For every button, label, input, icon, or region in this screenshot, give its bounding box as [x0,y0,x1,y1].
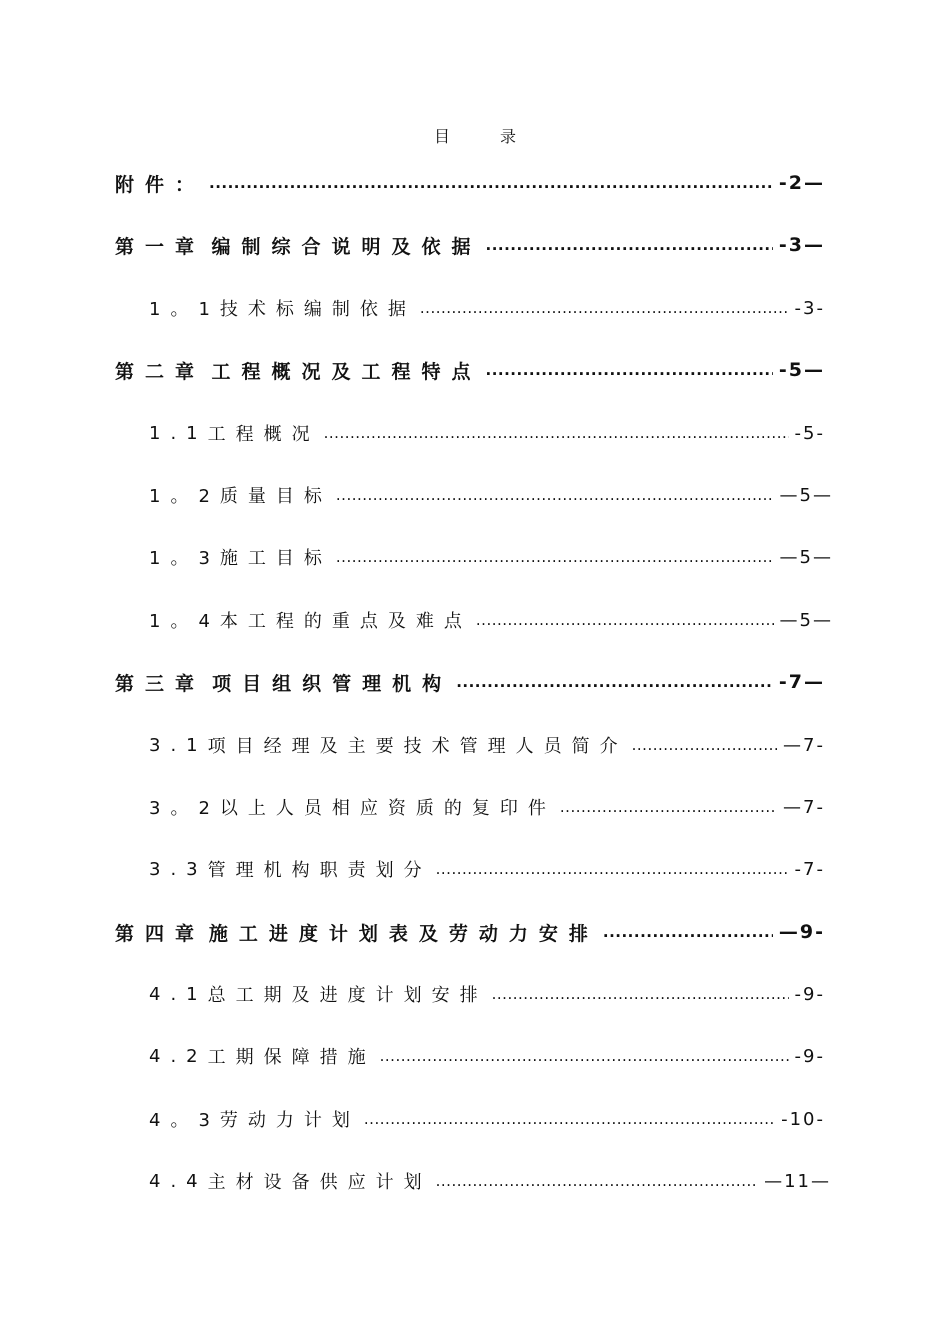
toc-entry-page: —7- [783,796,825,818]
toc-entry-label: 第一章 [115,235,206,258]
toc-entry[interactable] [149,979,825,1009]
toc-leader-dots [492,979,789,1009]
toc-entry-label: 1.1 [149,422,208,444]
toc-entry-label: 1。1 [149,299,220,320]
toc-entry[interactable] [149,480,833,510]
toc-entry-page: -2— [778,172,825,194]
toc-leader-dots [336,480,774,510]
toc-entry-label: 第四章 [115,922,206,945]
toc-entry[interactable] [149,1166,831,1196]
toc-entry-title: 以上人员相应资质的复印件 [219,798,556,819]
toc-title: 目录 [433,127,566,146]
toc-leader-dots [486,355,773,385]
toc-leader-dots [436,854,789,884]
toc-leader-dots [336,542,774,572]
toc-entry-title: 项目组织管理机构 [212,672,453,695]
toc-leader-dots [436,1166,758,1196]
toc-entry-title: 工期保障措施 [207,1047,376,1068]
toc-entry-title: 施工进度计划表及劳动力安排 [208,922,599,945]
toc-leader-dots [486,230,773,260]
toc-entry-label: 3.1 [149,734,208,756]
toc-entry-title: 工程概况及工程特点 [211,360,482,383]
toc-entry[interactable] [115,168,825,198]
toc-entry[interactable] [149,293,825,323]
toc-entry[interactable] [115,917,825,947]
toc-entry[interactable] [149,730,825,760]
toc-entry-title: 技术标编制依据 [219,299,416,320]
toc-entry-label: 3。2 [149,798,220,819]
toc-entry-title: 质量目标 [219,486,332,507]
toc-entry-title: 管理机构职责划分 [207,860,432,881]
toc-leader-dots [364,1104,775,1134]
toc-entry-label: 1。3 [149,548,220,569]
toc-entry-page: -7— [778,671,825,693]
toc-leader-dots [380,1041,789,1071]
toc-entry-title: 项目经理及主要技术管理人员简介 [207,736,628,757]
toc-entry-title: 总工期及进度计划安排 [207,985,488,1006]
toc-entry[interactable] [149,542,833,572]
toc-entry-label: 附件： [115,173,206,196]
toc-entry-title: 劳动力计划 [219,1110,360,1131]
toc-entry[interactable] [149,854,825,884]
toc-leader-dots [476,605,774,635]
toc-entry-label: 1。2 [149,486,220,507]
toc-entry[interactable] [149,418,825,448]
toc-entry-page: —5— [779,484,833,506]
toc-leader-dots [209,168,773,198]
toc-entry-title: 本工程的重点及难点 [219,611,472,632]
toc-entry[interactable] [149,792,825,822]
toc-entry-title: 主材设备供应计划 [207,1172,432,1193]
toc-entry-page: -9- [794,983,825,1005]
toc-entry-label: 4。3 [149,1110,220,1131]
toc-entry-title: 施工目标 [219,548,332,569]
toc-leader-dots [560,792,777,822]
toc-leader-dots [420,293,789,323]
toc-entry-label: 1。4 [149,611,220,632]
toc-entry-title: 编制综合说明及依据 [211,235,482,258]
toc-entry-label: 3.3 [149,858,208,880]
toc-entry-page: —9- [778,921,825,943]
toc-entry[interactable] [149,605,833,635]
toc-entry-label: 4.2 [149,1045,208,1067]
toc-entry-label: 第三章 [115,672,206,695]
toc-entry[interactable] [149,1104,825,1134]
toc-entry-page: -3— [778,234,825,256]
toc-entry[interactable] [115,667,825,697]
toc-entry-page: —5— [779,546,833,568]
toc-entry-label: 4.1 [149,983,208,1005]
toc-entry-page: -3- [794,297,825,319]
toc-entry-page: —11— [764,1170,831,1192]
toc-entry[interactable] [115,230,825,260]
toc-leader-dots [603,917,773,947]
toc-entry[interactable] [149,1041,825,1071]
toc-entry-label: 第二章 [115,360,206,383]
toc-entry-page: -7- [794,858,825,880]
toc-entry-label: 4.4 [149,1170,208,1192]
toc-leader-dots [456,667,773,697]
toc-entry-page: —5— [779,609,833,631]
toc-entry-page: —7- [783,734,825,756]
toc-entry-page: -5- [794,422,825,444]
toc-leader-dots [632,730,777,760]
toc-entry-page: -9- [794,1045,825,1067]
toc-entry[interactable] [115,355,825,385]
toc-leader-dots [324,418,789,448]
toc-entry-page: -5— [778,359,825,381]
toc-entry-page: -10- [781,1108,825,1130]
toc-entry-title: 工程概况 [207,424,320,445]
